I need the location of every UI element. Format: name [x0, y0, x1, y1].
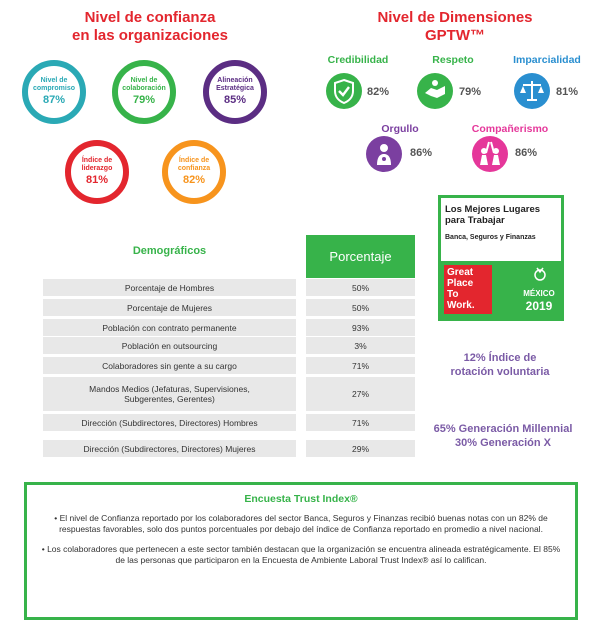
dim-value-respeto: 79%: [459, 86, 482, 98]
trust-bullet-1: • El nivel de Confianza reportado por los colaboradores del sector Banca, Seguros y Finanzas recibió buenas notas con un 82% de respuestas favorables, solo dos puntos porcentuales por debajo del índice de Confianza reportado en promedio a nivel nacional.: [54, 513, 548, 534]
circle-liderazgo: Índice de liderazgo 81%: [65, 140, 129, 204]
circle-compromiso: Nivel de compromiso 87%: [22, 60, 86, 124]
dim-label-orgullo: Orgullo: [381, 123, 419, 135]
table-row: Porcentaje de Mujeres 50%: [43, 299, 570, 316]
table-row: Dirección (Subdirectores, Directores) Hombres 71%: [43, 414, 570, 431]
shield-check-icon: [326, 73, 362, 109]
gptw-logo: Great Place To Work.: [444, 265, 492, 314]
table-row: Población en outsourcing 3%: [43, 337, 570, 354]
confianza-title: Nivel de confianza en las organizaciones: [72, 9, 228, 44]
table-left-header: Demográficos: [132, 245, 207, 257]
table-row: Mandos Medios (Jefaturas, Supervisiones, Subgerentes, Gerentes) 27%: [43, 377, 570, 411]
circle-value: 87%: [42, 94, 66, 106]
circle-confianza: Índice de confianza 82%: [162, 140, 226, 204]
badge-title: Los Mejores Lugares para Trabajar: [445, 204, 541, 226]
table-right-header: Porcentaje: [306, 235, 415, 278]
trust-bullet-2: • Los colaboradores que pertenecen a este sector también destacan que la organización se encuentra alineada estratégicamente. El 85% de las personas que participaron en la Encuesta de Ambiente Laboral Trust Index® así lo califican.: [41, 544, 561, 565]
table-row: Porcentaje de Hombres 50%: [43, 279, 570, 296]
generacion-stat: 65% Generación Millennial 30% Generación X: [433, 423, 573, 449]
dim-label-companerismo: Compañerismo: [471, 123, 549, 135]
badge-subtitle: Banca, Seguros y Finanzas: [445, 234, 536, 241]
table-row: Colaboradores sin gente a su cargo 71%: [43, 357, 570, 374]
table-row: Población con contrato permanente 93%: [43, 319, 570, 336]
dim-label-credibilidad: Credibilidad: [327, 54, 389, 66]
high-five-icon: [472, 136, 508, 172]
badge-year: 2019: [525, 299, 553, 313]
rotacion-stat: 12% Índice de rotación voluntaria: [450, 352, 550, 378]
dim-value-orgullo: 86%: [410, 147, 433, 159]
circle-value: 81%: [85, 174, 109, 186]
circle-colaboracion: Nivel de colaboración 79%: [112, 60, 176, 124]
dim-label-imparcialidad: Imparcialidad: [513, 54, 581, 66]
scales-icon: [514, 73, 550, 109]
dim-value-companerismo: 86%: [515, 147, 538, 159]
dim-label-respeto: Respeto: [432, 54, 474, 66]
circle-alineacion: Alineación Estratégica 85%: [203, 60, 267, 124]
table-row: Dirección (Subdirectores, Directores) Mujeres 29%: [43, 440, 570, 457]
circle-value: 82%: [182, 174, 206, 186]
dimensiones-title: Nivel de Dimensiones GPTW™: [377, 9, 533, 44]
handshake-icon: [417, 73, 453, 109]
trust-index-box: [24, 482, 578, 620]
circle-value: 85%: [223, 94, 247, 106]
badge-country: MÉXICO: [523, 289, 555, 298]
circle-value: 79%: [132, 94, 156, 106]
trust-title: Encuesta Trust Index®: [244, 493, 358, 505]
person-icon: [366, 136, 402, 172]
dim-value-imparcialidad: 81%: [556, 86, 579, 98]
dim-value-credibilidad: 82%: [367, 86, 390, 98]
